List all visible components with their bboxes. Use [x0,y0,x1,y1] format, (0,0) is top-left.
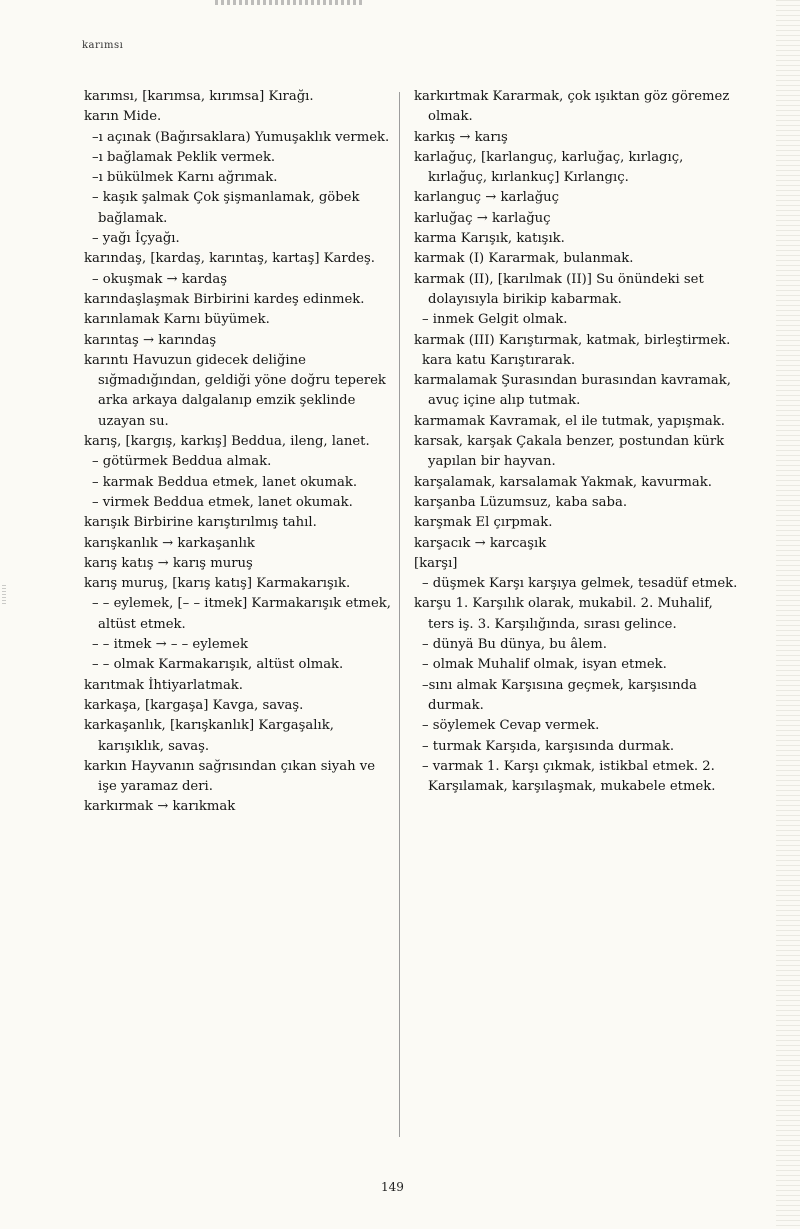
page-number: 149 [381,1180,404,1194]
sub-entry: –ı bağlamak Peklik vermek. [92,149,276,165]
sub-entry: kara katu Karıştırarak. [422,352,576,368]
dictionary-entry: karkın Hayvanın sağrısından çıkan siyah ve işe yaramaz deri. [84,758,376,795]
dictionary-entry: karıtmak İhtiyarlatmak. [84,677,243,693]
dictionary-entry: karlağuç, [karlanguç, karluğaç, kırlagıç, kırlağuç, kırlankuç] Kırlangıç. [414,149,684,186]
sub-entry: –sını almak Karşısına geçmek, karşısında durmak. [422,677,697,713]
dictionary-entry: karşanba Lüzumsuz, kaba saba. [414,494,628,510]
sub-entry: – – eylemek, [– – itmek] Karmakarışık etmek, altüst etmek. [92,596,391,632]
sub-entry: – inmek Gelgit olmak. [422,312,568,328]
dictionary-entry: karın Mide. [84,109,162,125]
dictionary-entry: karışkanlık → karkaşanlık [84,535,255,551]
dictionary-entry: karmak (I) Kararmak, bulanmak. [414,251,634,267]
sub-entry: – – itmek → – – eylemek [92,637,248,653]
dictionary-entry: karkış → karış [414,129,508,145]
right-column [414,87,742,797]
dictionary-entry: karsak, karşak Çakala benzer, postundan kürk yapılan bir hayvan. [414,434,725,470]
sub-entry: – kaşık şalmak Çok şişmanlamak, göbek bağlamak. [92,190,360,226]
sub-entry: – söylemek Cevap vermek. [422,718,600,734]
scan-artifact-edge [776,0,800,1229]
dictionary-entry: karışık Birbirine karıştırılmış tahıl. [84,515,317,531]
dictionary-entry: karındaşlaşmak Birbirini kardeş edinmek. [84,291,365,307]
dictionary-entry: karış katış → karış muruş [84,555,253,571]
dictionary-entry: karındaş, [kardaş, karıntaş, kartaş] Kardeş. [84,251,375,267]
dictionary-entry: karkaşanlık, [karışkanlık] Kargaşalık, karışıklık, savaş. [84,718,334,754]
sub-entry: –ı bükülmek Karnı ağrımak. [92,170,278,186]
sub-entry: – olmak Muhalif olmak, isyan etmek. [422,657,667,673]
dictionary-entry: karmak (III) Karıştırmak, katmak, birleştirmek. [414,332,731,348]
dictionary-entry: karkırmak → karıkmak [84,799,236,815]
sub-entry: – dünyä Bu dünya, bu âlem. [422,637,607,653]
scan-artifact-top [215,0,365,5]
dictionary-entry: karmalamak Şurasından burasından kavramak, avuç içine alıp tutmak. [414,373,731,409]
dictionary-entry: karmamak Kavramak, el ile tutmak, yapışmak. [414,413,725,429]
running-head: karımsı [82,40,124,51]
dictionary-entry: karşu 1. Karşılık olarak, mukabil. 2. Muhalif, ters iş. 3. Karşılığında, sırası gelince. [414,596,713,632]
dictionary-entry: karma Karışık, katışık. [414,231,565,247]
scan-artifact-mark [2,585,6,605]
dictionary-entry: karkırtmak Kararmak, çok ışıktan göz göremez olmak. [414,89,730,125]
sub-entry: – varmak 1. Karşı çıkmak, istikbal etmek. 2. Karşılamak, karşılaşmak, mukabele etmek. [422,758,716,795]
dictionary-entry: karlanguç → karlağuç [414,190,560,206]
sub-entry: – götürmek Beddua almak. [92,454,272,470]
sub-entry: – karmak Beddua etmek, lanet okumak. [92,474,358,490]
dictionary-entry: karımsı, [karımsa, kırımsa] Kırağı. [84,89,314,104]
sub-entry: – virmek Beddua etmek, lanet okumak. [92,494,353,510]
dictionary-entry: karıntaş → karındaş [84,332,217,348]
dictionary-entry: karış muruş, [karış katış] Karmakarışık. [84,576,351,592]
sub-entry: –ı açınak (Bağırsaklara) Yumuşaklık vermek. [92,129,390,145]
dictionary-entry: karınlamak Karnı büyümek. [84,312,270,328]
sub-entry: – okuşmak → kardaş [92,271,227,287]
sub-entry: – yağı İçyağı. [92,231,180,247]
dictionary-entry: karşacık → karcaşık [414,535,547,551]
sub-entry: – – olmak Karmakarışık, altüst olmak. [92,657,344,673]
dictionary-entry: karkaşa, [kargaşa] Kavga, savaş. [84,697,304,713]
dictionary-entry: karıntı Havuzun gidecek deliğine sığmadığından, geldiği yöne doğru teperek arka arkaya dalgalanıp emzik şeklinde uzayan su. [84,352,386,429]
dictionary-entry: [karşı] [414,555,458,571]
dictionary-entry: karmak (II), [karılmak (II)] Su önündeki set dolayısıyla birikip kabarmak. [414,271,704,307]
sub-entry: – düşmek Karşı karşıya gelmek, tesadüf etmek. [422,576,738,592]
dictionary-entry: karış, [kargış, karkış] Beddua, ileng, lanet. [84,434,370,450]
dictionary-entry: karşmak El çırpmak. [414,515,553,531]
sub-entry: – turmak Karşıda, karşısında durmak. [422,738,675,754]
dictionary-entry: karluğaç → karlağuç [414,210,551,226]
left-column [84,87,392,818]
dictionary-entry: karşalamak, karsalamak Yakmak, kavurmak. [414,474,712,490]
column-divider [399,92,400,1137]
